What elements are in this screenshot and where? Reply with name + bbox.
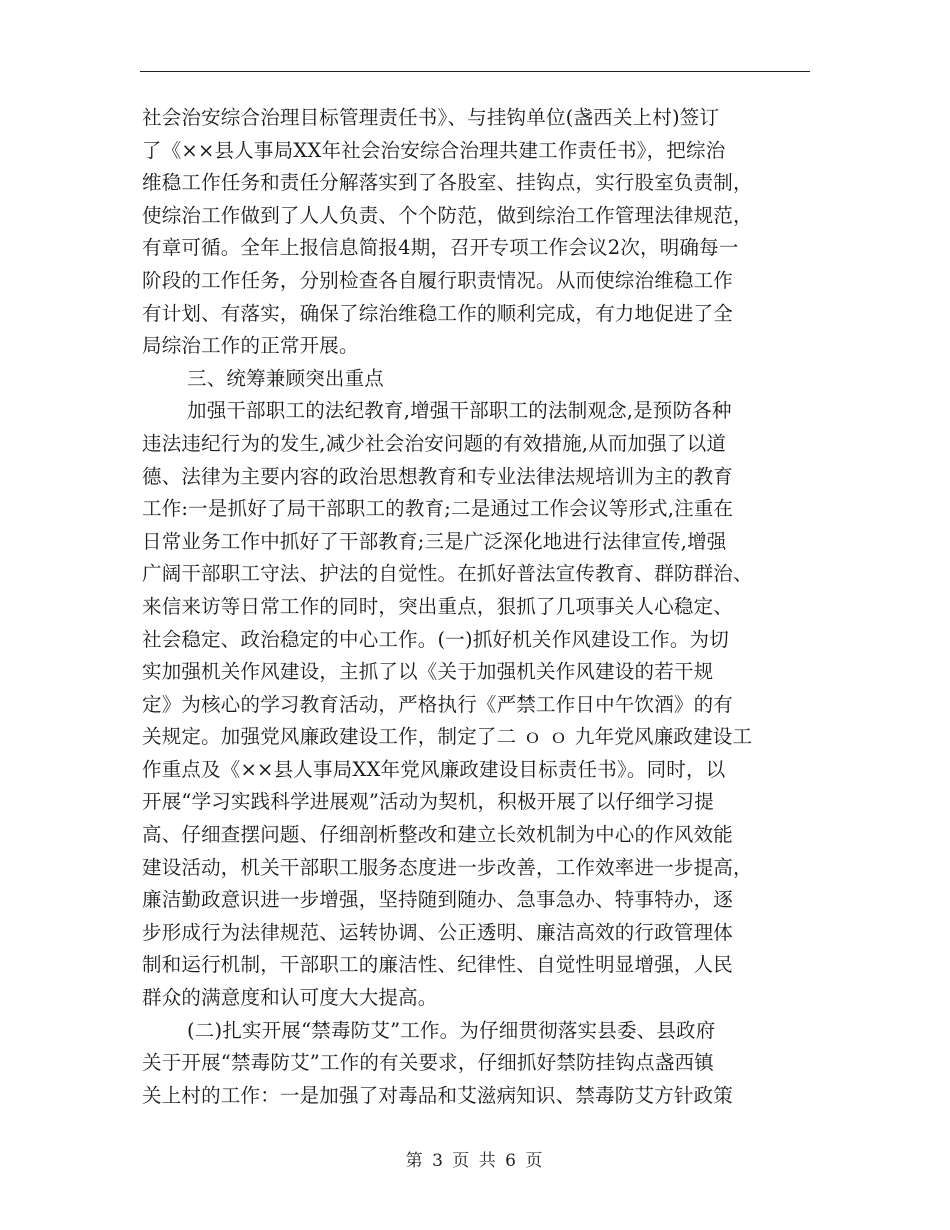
text-line: 了《××县人事局XX年社会治安综合治理共建工作责任书》，把综治 [142, 138, 726, 162]
text-line: 开展“学习实践科学进展观”活动为契机，积极开展了以仔细学习提 [142, 790, 714, 814]
text-line: 来信来访等日常工作的同时，突出重点，狠抓了几项事关人心稳定、 [142, 594, 734, 618]
text-line: 维稳工作任务和责任分解落实到了各股室、挂钩点，实行股室负责制， [142, 171, 753, 195]
text-line: 日常业务工作中抓好了干部教育;三是广泛深化地进行法律宣传,增强 [142, 529, 727, 553]
section-heading: 三、统筹兼顾突出重点 [187, 366, 385, 390]
text-line: 建设活动，机关干部职工服务态度进一步改善，工作效率进一步提高， [142, 855, 753, 879]
text-line: 工作:一是抓好了局干部职工的教育;二是通过工作会议等形式,注重在 [142, 497, 734, 521]
body-text [142, 102, 812, 1112]
text-line: 定》为核心的学习教育活动，严格执行《严禁工作日中午饮酒》的有 [142, 692, 734, 716]
text-line: 使综治工作做到了人人负责、个个防范，做到综治工作管理法律规范， [142, 203, 753, 227]
text-line: 社会稳定、政治稳定的中心工作。(一)抓好机关作风建设工作。为切 [142, 627, 729, 651]
text-line: 违法违纪行为的发生,减少社会治安问题的有效措施,从而加强了以道 [142, 431, 727, 455]
text-line: 社会治安综合治理目标管理责任书》、与挂钩单位(盏西关上村)签订 [142, 106, 720, 129]
text-line: 步形成行为法律规范、运转协调、公正透明、廉洁高效的行政管理体 [142, 920, 734, 944]
text-line: (二)扎实开展“禁毒防艾”工作。为仔细贯彻落实县委、县政府 [187, 1018, 716, 1042]
text-line: 关规定。加强党风廉政建设工作，制定了二 ｏ ｏ 九年党风廉政建设工 [142, 725, 753, 749]
text-line: 有计划、有落实，确保了综治维稳工作的顺利完成，有力地促进了全 [142, 301, 734, 325]
text-line: 加强干部职工的法纪教育,增强干部职工的法制观念,是预防各种 [187, 399, 732, 423]
text-line: 制和运行机制，干部职工的廉洁性、纪律性、自觉性明显增强，人民 [142, 953, 734, 977]
header-rule [140, 71, 810, 72]
text-line: 廉洁勤政意识进一步增强，坚持随到随办、急事急办、特事特办，逐 [142, 888, 734, 912]
text-line: 群众的满意度和认可度大大提高。 [142, 986, 438, 1010]
text-line: 高、仔细查摆问题、仔细剖析整改和建立长效机制为中心的作风效能 [142, 823, 734, 847]
text-line: 关上村的工作：一是加强了对毒品和艾滋病知识、禁毒防艾方针政策 [142, 1083, 734, 1107]
text-line: 德、法律为主要内容的政治思想教育和专业法律法规培训为主的教育 [142, 464, 734, 488]
page-footer: 第 3 页 共 6 页 [405, 1151, 545, 1171]
text-line: 作重点及《××县人事局XX年党风廉政建设目标责任书》。同时，以 [142, 757, 726, 781]
text-line: 局综治工作的正常开展。 [142, 334, 359, 358]
text-line: 实加强机关作风建设，主抓了以《关于加强机关作风建设的若干规 [142, 660, 714, 684]
text-line: 广阔干部职工守法、护法的自觉性。在抓好普法宣传教育、群防群治、 [142, 562, 753, 586]
text-line: 关于开展“禁毒防艾”工作的有关要求，仔细抓好禁防挂钩点盏西镇 [142, 1051, 714, 1075]
text-line: 阶段的工作任务，分别检查各自履行职责情况。从而使综治维稳工作 [142, 268, 734, 292]
text-line: 有章可循。全年上报信息简报4期，召开专项工作会议2次，明确每一 [142, 236, 739, 260]
